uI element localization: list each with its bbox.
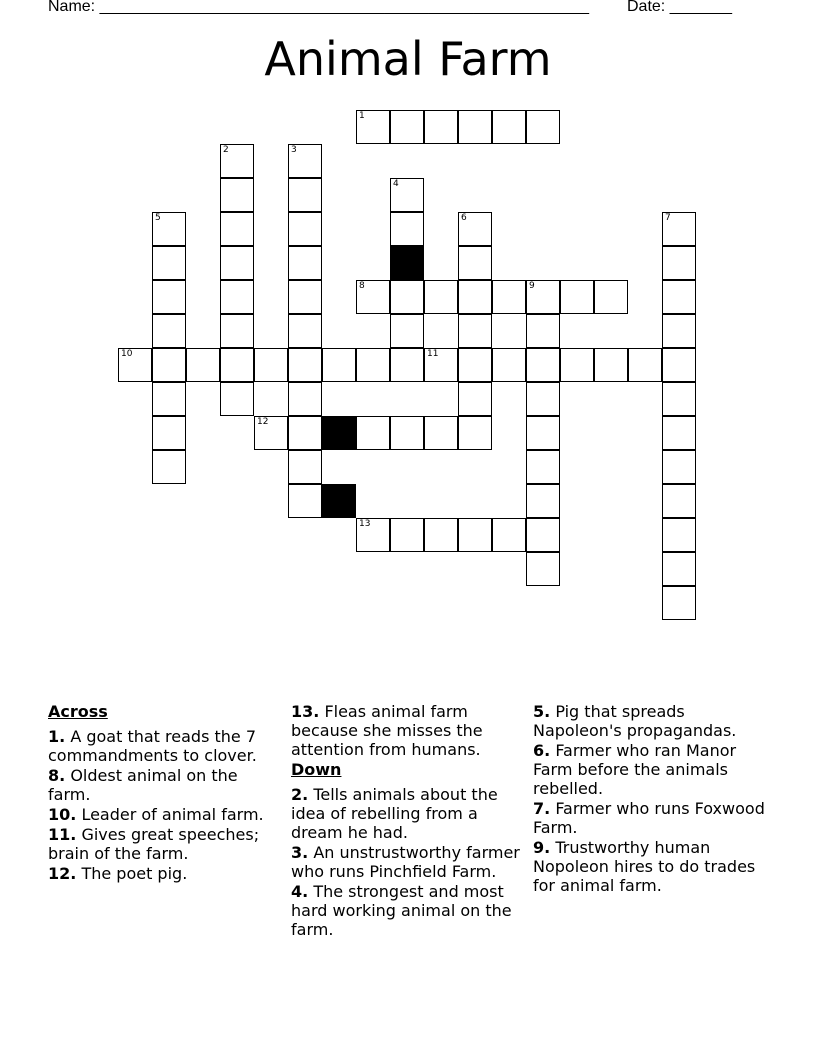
crossword-cell[interactable]	[288, 314, 322, 348]
clue-down-3: 3. An unstrustworthy farmer who runs Pinchfield Farm.	[291, 843, 520, 881]
crossword-cell[interactable]	[390, 280, 424, 314]
crossword-cell[interactable]	[662, 518, 696, 552]
name-label: Name:	[48, 0, 96, 15]
clue-down-9: 9. Trustworthy human Nopoleon hires to do trades for animal farm.	[533, 838, 756, 895]
crossword-cell[interactable]	[458, 416, 492, 450]
clue-number-label: 3	[291, 145, 297, 155]
clue-number-label: 13	[359, 519, 371, 529]
crossword-cell[interactable]	[560, 280, 594, 314]
crossword-cell[interactable]	[152, 246, 186, 280]
clue-number-label: 8	[359, 281, 365, 291]
crossword-cell[interactable]	[458, 518, 492, 552]
clue-across-8: 8. Oldest animal on the farm.	[48, 766, 238, 804]
clue-across-10: 10. Leader of animal farm.	[48, 805, 264, 824]
crossword-cell[interactable]	[526, 552, 560, 586]
crossword-cell[interactable]	[424, 348, 458, 382]
crossword-cell[interactable]	[662, 484, 696, 518]
crossword-cell[interactable]	[152, 280, 186, 314]
down-heading: Down	[291, 760, 342, 779]
crossword-cell[interactable]	[492, 348, 526, 382]
crossword-cell[interactable]	[288, 212, 322, 246]
date-label: Date:	[627, 0, 666, 15]
name-blank[interactable]: _______________________________________________________	[99, 0, 589, 15]
crossword-cell[interactable]	[526, 280, 560, 314]
crossword-cell[interactable]	[220, 246, 254, 280]
clue-column-2	[291, 702, 523, 940]
crossword-cell[interactable]	[390, 314, 424, 348]
crossword-cell[interactable]	[390, 178, 424, 212]
clue-column-3	[533, 702, 765, 896]
crossword-cell[interactable]	[526, 484, 560, 518]
crossword-cell[interactable]	[356, 348, 390, 382]
crossword-cell[interactable]	[458, 314, 492, 348]
clue-number-label: 4	[393, 179, 399, 189]
crossword-cell[interactable]	[186, 348, 220, 382]
crossword-cell[interactable]	[424, 416, 458, 450]
clue-number-label: 12	[257, 417, 269, 427]
crossword-cell[interactable]	[390, 348, 424, 382]
clue-down-7: 7. Farmer who runs Foxwood Farm.	[533, 799, 765, 837]
crossword-cell[interactable]	[322, 348, 356, 382]
crossword-cell[interactable]	[662, 348, 696, 382]
black-cell	[390, 246, 424, 280]
crossword-cell[interactable]	[152, 382, 186, 416]
crossword-cell[interactable]	[288, 416, 322, 450]
crossword-cell[interactable]	[220, 144, 254, 178]
crossword-cell[interactable]	[152, 348, 186, 382]
crossword-cell[interactable]	[662, 416, 696, 450]
crossword-cell[interactable]	[390, 212, 424, 246]
crossword-cell[interactable]	[152, 212, 186, 246]
crossword-cell[interactable]	[356, 518, 390, 552]
crossword-cell[interactable]	[492, 280, 526, 314]
crossword-cell[interactable]	[288, 144, 322, 178]
crossword-cell[interactable]	[220, 382, 254, 416]
crossword-cell[interactable]	[662, 552, 696, 586]
crossword-cell[interactable]	[356, 416, 390, 450]
clue-down-4: 4. The strongest and most hard working animal on the farm.	[291, 882, 512, 939]
crossword-cell[interactable]	[220, 280, 254, 314]
crossword-cell[interactable]	[458, 110, 492, 144]
crossword-cell[interactable]	[288, 348, 322, 382]
crossword-cell[interactable]	[288, 382, 322, 416]
crossword-cell[interactable]	[152, 450, 186, 484]
black-cell	[322, 484, 356, 518]
clue-across-13: 13. Fleas animal farm because she misses the attention from humans.	[291, 702, 483, 759]
crossword-cell[interactable]	[424, 110, 458, 144]
crossword-cell[interactable]	[594, 348, 628, 382]
crossword-cell[interactable]	[220, 212, 254, 246]
crossword-cell[interactable]	[288, 178, 322, 212]
crossword-cell[interactable]	[594, 280, 628, 314]
crossword-cell[interactable]	[526, 416, 560, 450]
black-cell	[322, 416, 356, 450]
crossword-cell[interactable]	[662, 450, 696, 484]
crossword-cell[interactable]	[526, 450, 560, 484]
crossword-cell[interactable]	[288, 246, 322, 280]
crossword-cell[interactable]	[288, 450, 322, 484]
clue-number-label: 7	[665, 213, 671, 223]
crossword-cell[interactable]	[526, 110, 560, 144]
clue-column-1	[48, 702, 280, 884]
clue-number-label: 6	[461, 213, 467, 223]
clue-number-label: 2	[223, 145, 229, 155]
crossword-cell[interactable]	[254, 348, 288, 382]
crossword-cell[interactable]	[628, 348, 662, 382]
crossword-cell[interactable]	[356, 110, 390, 144]
crossword-cell[interactable]	[662, 280, 696, 314]
clue-across-11: 11. Gives great speeches; brain of the farm.	[48, 825, 260, 863]
crossword-cell[interactable]	[662, 314, 696, 348]
clue-across-12: 12. The poet pig.	[48, 864, 188, 883]
crossword-cell[interactable]	[526, 382, 560, 416]
page-title: Animal Farm	[264, 32, 552, 86]
crossword-cell[interactable]	[526, 348, 560, 382]
crossword-cell[interactable]	[662, 382, 696, 416]
crossword-cell[interactable]	[254, 416, 288, 450]
clue-down-5: 5. Pig that spreads Napoleon's propagandas.	[533, 702, 737, 740]
crossword-cell[interactable]	[458, 280, 492, 314]
clue-down-2: 2. Tells animals about the idea of rebelling from a dream he had.	[291, 785, 498, 842]
crossword-cell[interactable]	[356, 280, 390, 314]
crossword-cell[interactable]	[526, 314, 560, 348]
clue-down-6: 6. Farmer who ran Manor Farm before the animals rebelled.	[533, 741, 737, 798]
across-heading: Across	[48, 702, 108, 721]
clue-number-label: 10	[121, 349, 133, 359]
crossword-cell[interactable]	[458, 246, 492, 280]
clue-number-label: 5	[155, 213, 161, 223]
crossword-cell[interactable]	[526, 518, 560, 552]
crossword-cell[interactable]	[458, 382, 492, 416]
crossword-cell[interactable]	[152, 416, 186, 450]
crossword-cell[interactable]	[662, 586, 696, 620]
crossword-cell[interactable]	[390, 416, 424, 450]
crossword-cell[interactable]	[288, 484, 322, 518]
crossword-cell[interactable]	[662, 246, 696, 280]
clue-number-label: 11	[427, 349, 439, 359]
crossword-cell[interactable]	[390, 110, 424, 144]
clue-across-1: 1. A goat that reads the 7 commandments to clover.	[48, 727, 257, 765]
crossword-cell[interactable]	[152, 314, 186, 348]
date-blank[interactable]: _______	[669, 0, 732, 15]
crossword-cell[interactable]	[220, 348, 254, 382]
crossword-cell[interactable]	[458, 348, 492, 382]
crossword-cell[interactable]	[424, 518, 458, 552]
crossword-cell[interactable]	[458, 212, 492, 246]
crossword-cell[interactable]	[662, 212, 696, 246]
crossword-cell[interactable]	[492, 110, 526, 144]
crossword-cell[interactable]	[390, 518, 424, 552]
crossword-cell[interactable]	[424, 280, 458, 314]
crossword-cell[interactable]	[560, 348, 594, 382]
crossword-cell[interactable]	[288, 280, 322, 314]
clue-number-label: 9	[529, 281, 535, 291]
clue-number-label: 1	[359, 111, 365, 121]
crossword-cell[interactable]	[220, 314, 254, 348]
crossword-cell[interactable]	[492, 518, 526, 552]
crossword-cell[interactable]	[118, 348, 152, 382]
crossword-cell[interactable]	[220, 178, 254, 212]
